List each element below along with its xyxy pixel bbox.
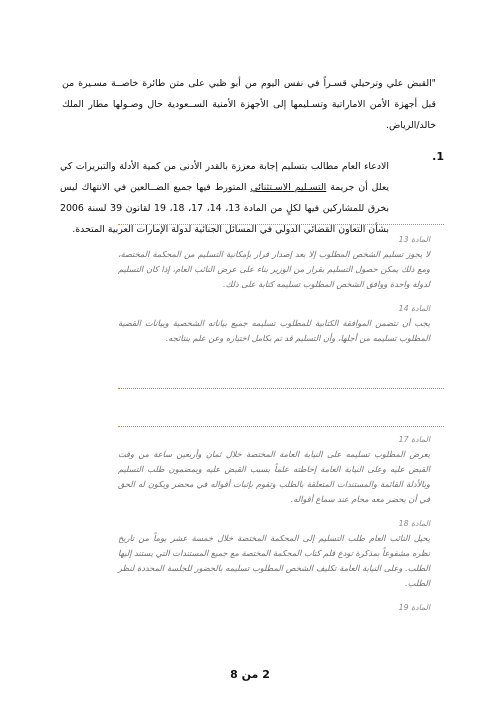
item-text-after: المتورط فيها جميع الضــالعين في الانتهاك ليس بخرق للمشاركين فيها لكلٍ من المادة 13، 14، 17، 18، 19 لقانون 39 لسنة 2006 بشأن التعاون القضائي الدولي في المسائل الجنائية لدولة الإمارات العربية المتحدة. [60, 182, 389, 236]
quote-2-top-rule [118, 426, 444, 427]
article-label-14: المادة 14 [398, 304, 430, 313]
quote-1-top-rule [118, 224, 444, 225]
item-text-before: الادعاء العام مطالب بتسليم إجابة معززة بالقدر الأدنى من كمية الأدلة والتبريرات كي يعلل أن جريمة [60, 161, 389, 194]
item-text [60, 156, 389, 240]
item-number: 1. [432, 150, 444, 163]
page-total: 8 [230, 668, 238, 681]
page-current: 2 [262, 668, 270, 681]
article-body-13: لا يجوز تسليم الشخص المطلوب إلا بعد إصدار قرار بإمكانية التسليم من المحكمة المختصة، ومع ذلك يمكن حصول التسليم بقرار من الوزير بناء على عرض النائب العام، إذا كان التسليم لدولة واحدة ووافق الشخص المطلوب تسليمه كتابة على ذلك. [118, 249, 430, 289]
quote-block-1 [118, 232, 430, 346]
item-text-underlined: التسـليم الاسـتثنائي [250, 182, 327, 194]
quote-block-2 [118, 432, 430, 615]
article-body-14: يجب أن تتضمن الموافقة الكتابية للمطلوب تسليمه جميع بياناته الشخصية وبيانات القضية المطلوب تسليمه من أجلها، وأن التسليم قد تم بكامل اختياره وعن علم بنتائجه. [118, 318, 430, 343]
article-label-13: المادة 13 [398, 235, 430, 244]
page-number-footer [0, 668, 500, 681]
article-label-19: المادة 19 [398, 603, 430, 612]
article-label-17: المادة 17 [398, 435, 430, 444]
page-separator: من [241, 668, 259, 681]
article-body-17: يعرض المطلوب تسليمه على النيابة العامة المختصة خلال ثمان وأربعين ساعة من وقت القبض عليه وعلى النيابة العامة إحاطته علماً بسبب القبض عليه وبمضمون طلب التسليم وبالأدلة القائمة والمستندات المتعلقة بالطلب وتقوم بإثبات أقواله في محضر ويكون له الحق في أن يحضر معه محام عند سماع أقواله. [118, 449, 430, 504]
article-label-18: المادة 18 [398, 519, 430, 528]
article-body-18: يحيل النائب العام طلب التسليم إلى المحكمة المختصة خلال خمسة عشر يوماً من تاريخ نظره مشفوعاً بمذكرة تودع قلم كتاب المحكمة المختصة مع جميع المستندات التي يستند إليها الطلب. وعلى النيابة العامة تكليف الشخص المطلوب تسليمه بالحضور للجلسة المحددة لنظر الطلب. [118, 533, 430, 588]
quote-1-bottom-rule [118, 388, 444, 389]
intro-paragraph: "القبض علي وترحيلي قسـراً في نفس اليوم من أبو ظبي على متن طائرة خاصــة مسـيرة من قبل أجهزة الأمن الاماراتية وتسـليمها إلى الأجهزة الأمنية الســعودية حال وصـولها مطار الملك خالد/الرياض. [62, 78, 436, 132]
